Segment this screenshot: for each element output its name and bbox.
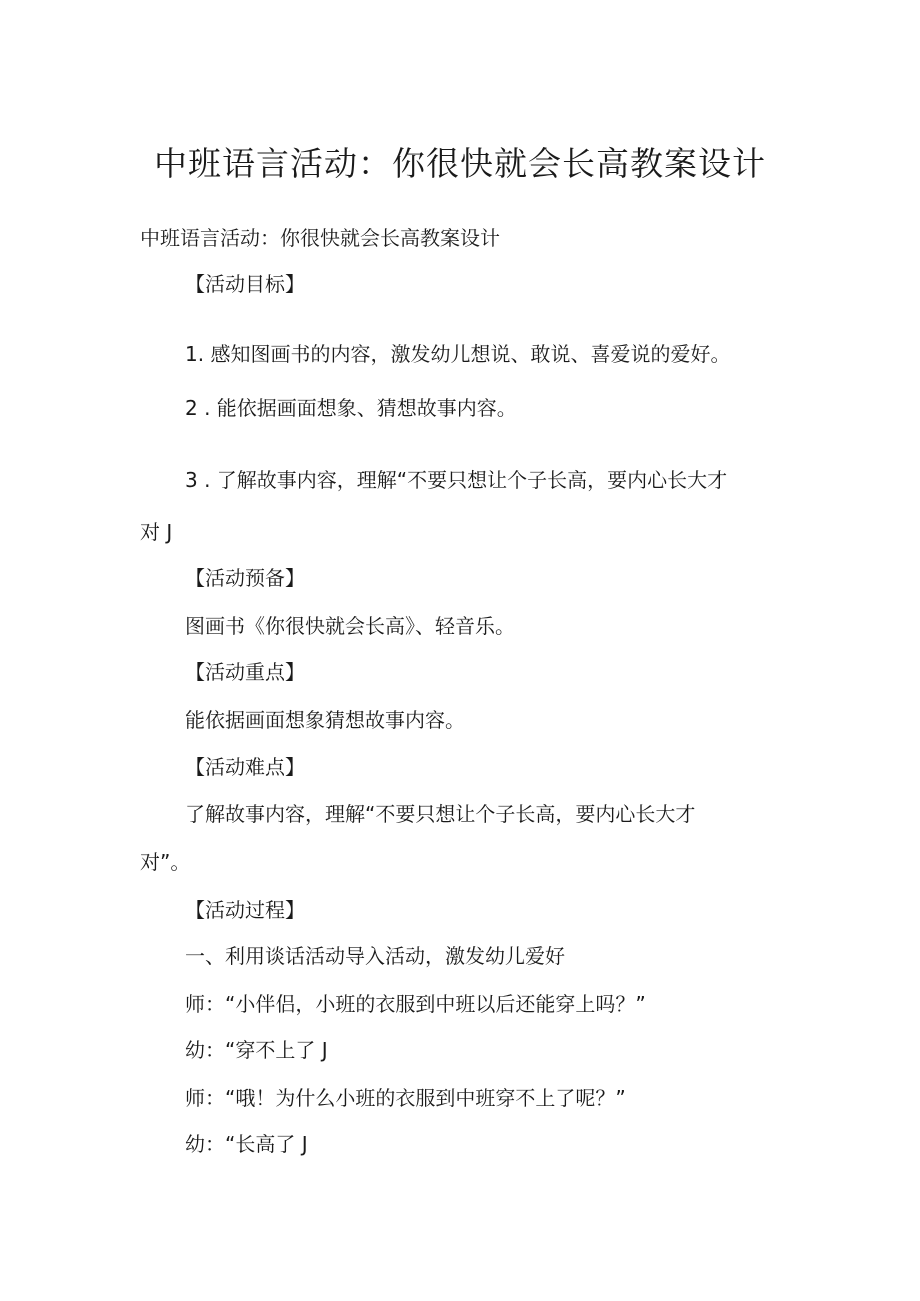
section-heading-preparation: 【活动预备】 bbox=[185, 566, 305, 590]
document-title: 中班语言活动：你很快就会长高教案设计 bbox=[154, 144, 766, 183]
section-heading-process: 【活动过程】 bbox=[185, 898, 305, 922]
goal-item-1: 1. 感知图画书的内容，激发幼儿想说、敢说、喜爱说的爱好。 bbox=[185, 342, 731, 366]
document-subtitle: 中班语言活动：你很快就会长高教案设计 bbox=[140, 226, 500, 250]
dialogue-line-3: 师：“哦！为什么小班的衣服到中班穿不上了呢？” bbox=[185, 1086, 626, 1110]
goal-item-3-line-1: 3 . 了解故事内容，理解“不要只想让个子长高，要内心长大才 bbox=[185, 468, 728, 492]
goal-item-3-line-2: 对 J bbox=[140, 520, 173, 544]
process-step-1: 一、利用谈话活动导入活动，激发幼儿爱好 bbox=[185, 944, 565, 968]
goal-item-2: 2 . 能依据画面想象、猜想故事内容。 bbox=[185, 396, 517, 420]
difficulty-text-line-2: 对”。 bbox=[140, 850, 191, 874]
focus-text: 能依据画面想象猜想故事内容。 bbox=[185, 708, 465, 732]
difficulty-text-line-1: 了解故事内容，理解“不要只想让个子长高，要内心长大才 bbox=[185, 802, 696, 826]
section-heading-focus: 【活动重点】 bbox=[185, 660, 305, 684]
section-heading-goals: 【活动目标】 bbox=[185, 272, 305, 296]
section-heading-difficulty: 【活动难点】 bbox=[185, 755, 305, 779]
dialogue-line-1: 师：“小伴侣，小班的衣服到中班以后还能穿上吗？” bbox=[185, 992, 646, 1016]
dialogue-line-2: 幼：“穿不上了 J bbox=[185, 1038, 328, 1062]
dialogue-line-4: 幼：“长高了 J bbox=[185, 1132, 308, 1156]
preparation-text: 图画书《你很快就会长高》、轻音乐。 bbox=[185, 614, 515, 638]
